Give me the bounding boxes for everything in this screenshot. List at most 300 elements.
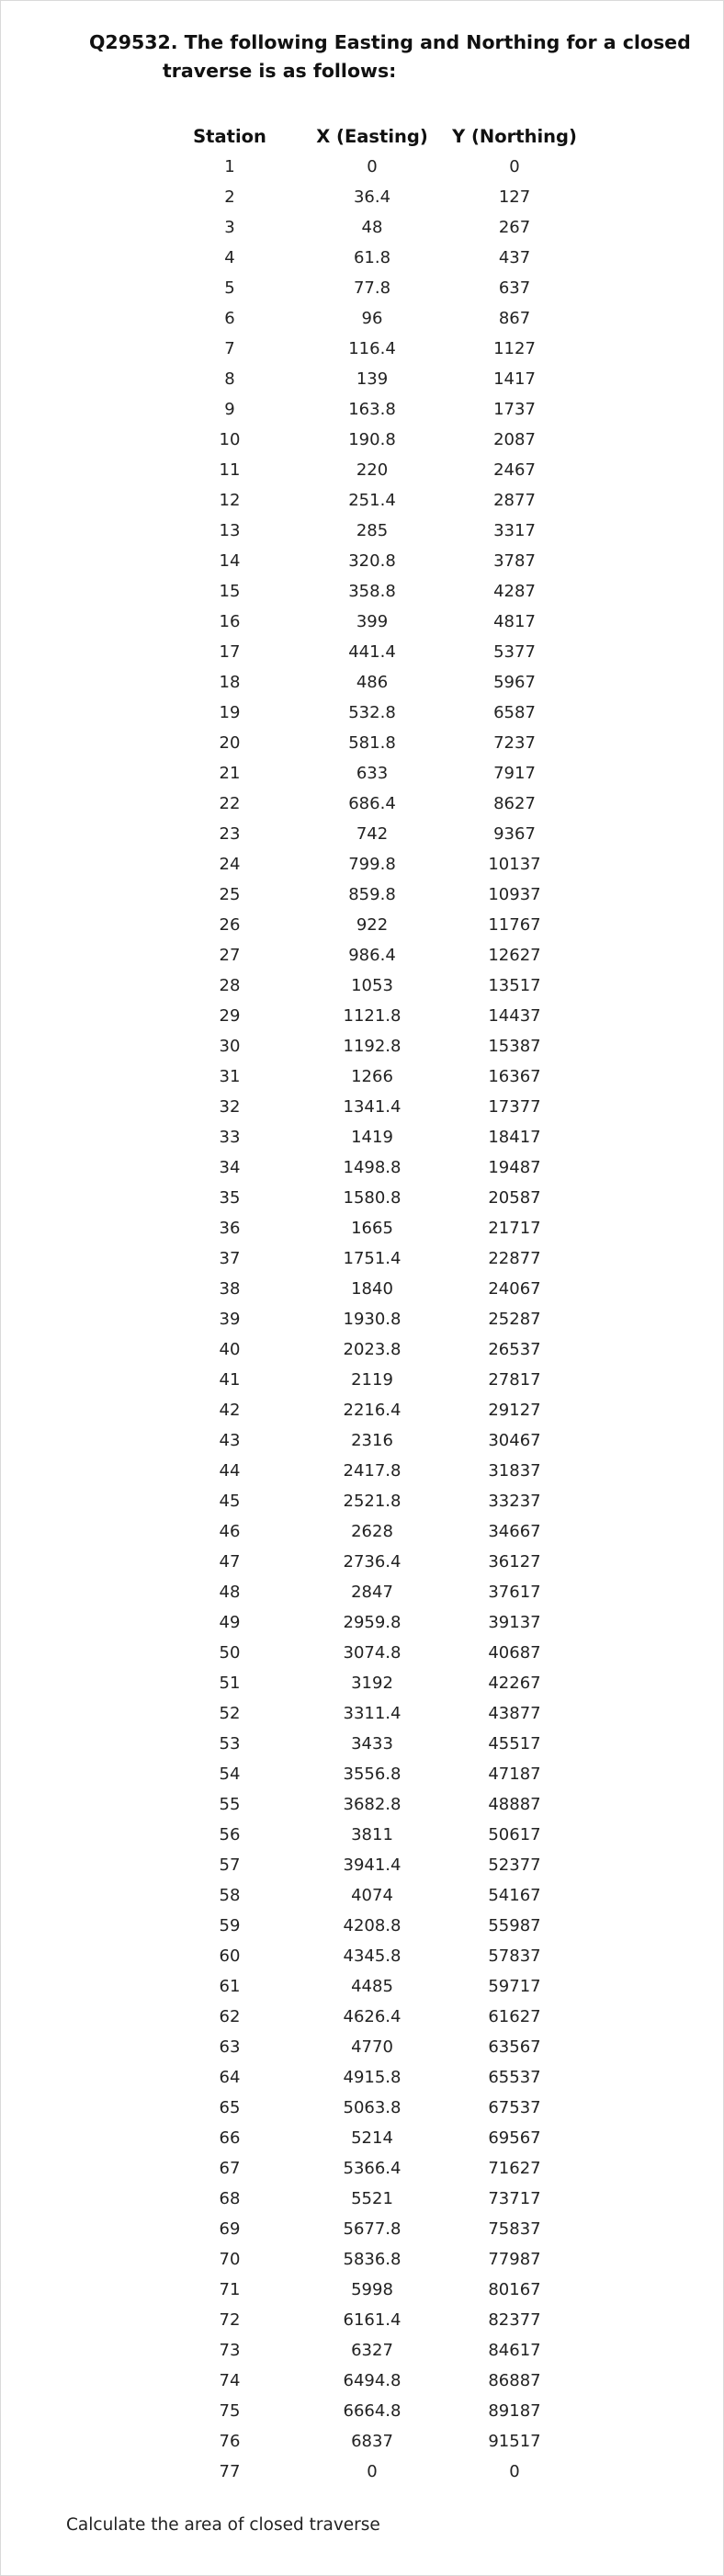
table-row <box>156 637 588 667</box>
northing-cell: 48887 <box>488 1795 541 1814</box>
station-cell: 45 <box>219 1492 241 1511</box>
easting-cell: 1840 <box>351 1279 393 1299</box>
northing-cell: 14437 <box>488 1006 541 1026</box>
easting-cell: 2736.4 <box>343 1552 402 1572</box>
northing-cell: 73717 <box>488 2189 541 2208</box>
easting-cell: 1419 <box>351 1128 393 1147</box>
northing-cell: 18417 <box>488 1128 541 1147</box>
table-row <box>156 425 588 455</box>
northing-cell: 11767 <box>488 915 541 935</box>
table-row <box>156 152 588 182</box>
station-cell: 28 <box>219 976 241 995</box>
station-cell: 42 <box>219 1401 241 1420</box>
northing-cell: 86887 <box>488 2371 541 2390</box>
northing-cell: 50617 <box>488 1825 541 1844</box>
table-row <box>156 273 588 303</box>
table-row <box>156 910 588 940</box>
station-cell: 6 <box>224 309 235 328</box>
header-station: Station <box>193 125 266 147</box>
table-row <box>156 2153 588 2184</box>
northing-cell: 7917 <box>493 764 536 783</box>
easting-cell: 4485 <box>351 1977 393 1996</box>
table-row <box>156 1031 588 1061</box>
northing-cell: 2087 <box>493 430 536 449</box>
table-header-row <box>156 120 588 152</box>
header-northing: Y (Northing) <box>452 125 577 147</box>
northing-cell: 61627 <box>488 2007 541 2026</box>
northing-cell: 26537 <box>488 1340 541 1359</box>
northing-cell: 24067 <box>488 1279 541 1299</box>
table-row <box>156 1061 588 1092</box>
station-cell: 21 <box>219 764 241 783</box>
table-row <box>156 1668 588 1698</box>
northing-cell: 9367 <box>493 824 536 844</box>
station-cell: 38 <box>219 1279 241 1299</box>
easting-cell: 251.4 <box>348 491 396 510</box>
table-row <box>156 394 588 425</box>
easting-cell: 1751.4 <box>343 1249 402 1268</box>
easting-cell: 139 <box>356 369 389 389</box>
station-cell: 47 <box>219 1552 241 1572</box>
station-cell: 44 <box>219 1461 241 1481</box>
easting-cell: 2628 <box>351 1522 393 1541</box>
station-cell: 40 <box>219 1340 241 1359</box>
station-cell: 57 <box>219 1855 241 1875</box>
station-cell: 5 <box>224 278 235 298</box>
easting-cell: 742 <box>356 824 389 844</box>
northing-cell: 19487 <box>488 1158 541 1177</box>
table-row <box>156 667 588 698</box>
northing-cell: 8627 <box>493 794 536 813</box>
table-row <box>156 2426 588 2457</box>
northing-cell: 57837 <box>488 1946 541 1966</box>
easting-cell: 532.8 <box>348 703 396 722</box>
station-cell: 22 <box>219 794 241 813</box>
station-cell: 15 <box>219 582 241 601</box>
northing-cell: 42267 <box>488 1674 541 1693</box>
station-cell: 77 <box>219 2462 241 2481</box>
northing-cell: 2467 <box>493 460 536 480</box>
northing-cell: 4287 <box>493 582 536 601</box>
easting-cell: 358.8 <box>348 582 396 601</box>
table-row <box>156 1971 588 2002</box>
station-cell: 52 <box>219 1704 241 1723</box>
easting-cell: 2959.8 <box>343 1613 402 1632</box>
station-cell: 72 <box>219 2310 241 2330</box>
easting-cell: 3311.4 <box>343 1704 402 1723</box>
easting-cell: 986.4 <box>348 946 396 965</box>
northing-cell: 54167 <box>488 1886 541 1905</box>
table-row <box>156 1729 588 1759</box>
northing-cell: 3787 <box>493 551 536 571</box>
station-cell: 50 <box>219 1643 241 1662</box>
table-row <box>156 182 588 212</box>
station-cell: 31 <box>219 1067 241 1086</box>
station-cell: 55 <box>219 1795 241 1814</box>
easting-cell: 5998 <box>351 2280 393 2299</box>
table-row <box>156 1698 588 1729</box>
station-cell: 32 <box>219 1097 241 1117</box>
northing-cell: 71627 <box>488 2159 541 2178</box>
northing-cell: 30467 <box>488 1431 541 1450</box>
table-row <box>156 1911 588 1941</box>
northing-cell: 69567 <box>488 2128 541 2148</box>
station-cell: 56 <box>219 1825 241 1844</box>
northing-cell: 82377 <box>488 2310 541 2330</box>
station-cell: 63 <box>219 2037 241 2057</box>
station-cell: 59 <box>219 1916 241 1935</box>
easting-cell: 320.8 <box>348 551 396 571</box>
station-cell: 64 <box>219 2068 241 2087</box>
table-row <box>156 1152 588 1183</box>
station-cell: 62 <box>219 2007 241 2026</box>
easting-cell: 6664.8 <box>343 2401 402 2421</box>
northing-cell: 127 <box>498 187 531 207</box>
easting-cell: 4626.4 <box>343 2007 402 2026</box>
easting-cell: 2316 <box>351 1431 393 1450</box>
table-row <box>156 728 588 758</box>
easting-cell: 1341.4 <box>343 1097 402 1117</box>
easting-cell: 2417.8 <box>343 1461 402 1481</box>
table-row <box>156 2062 588 2093</box>
easting-cell: 3941.4 <box>343 1855 402 1875</box>
table-row <box>156 243 588 273</box>
table-row <box>156 1789 588 1820</box>
northing-cell: 17377 <box>488 1097 541 1117</box>
table-row <box>156 758 588 789</box>
easting-cell: 1266 <box>351 1067 393 1086</box>
northing-cell: 31837 <box>488 1461 541 1481</box>
table-row <box>156 2002 588 2032</box>
station-cell: 54 <box>219 1765 241 1784</box>
table-row <box>156 576 588 607</box>
station-cell: 20 <box>219 733 241 753</box>
easting-cell: 3556.8 <box>343 1765 402 1784</box>
table-row <box>156 1122 588 1152</box>
easting-cell: 859.8 <box>348 885 396 904</box>
question-line-1: Q29532. The following Easting and Northing for a closed <box>89 31 691 53</box>
northing-cell: 3317 <box>493 521 536 540</box>
northing-cell: 6587 <box>493 703 536 722</box>
station-cell: 18 <box>219 673 241 692</box>
station-cell: 4 <box>224 248 235 267</box>
station-cell: 19 <box>219 703 241 722</box>
easting-cell: 686.4 <box>348 794 396 813</box>
easting-cell: 116.4 <box>348 339 396 358</box>
northing-cell: 867 <box>498 309 531 328</box>
table-row <box>156 1547 588 1577</box>
table-row <box>156 2335 588 2366</box>
traverse-table <box>156 120 588 2487</box>
northing-cell: 77987 <box>488 2250 541 2269</box>
northing-cell: 45517 <box>488 1734 541 1753</box>
table-row <box>156 698 588 728</box>
table-row <box>156 2396 588 2426</box>
station-cell: 34 <box>219 1158 241 1177</box>
easting-cell: 6494.8 <box>343 2371 402 2390</box>
northing-cell: 65537 <box>488 2068 541 2087</box>
easting-cell: 285 <box>356 521 389 540</box>
easting-cell: 61.8 <box>353 248 391 267</box>
northing-cell: 55987 <box>488 1916 541 1935</box>
easting-cell: 96 <box>361 309 383 328</box>
station-cell: 35 <box>219 1188 241 1208</box>
easting-cell: 1580.8 <box>343 1188 402 1208</box>
station-cell: 60 <box>219 1946 241 1966</box>
northing-cell: 39137 <box>488 1613 541 1632</box>
table-row <box>156 485 588 516</box>
station-cell: 25 <box>219 885 241 904</box>
table-row <box>156 212 588 243</box>
northing-cell: 47187 <box>488 1765 541 1784</box>
easting-cell: 0 <box>367 157 378 176</box>
station-cell: 58 <box>219 1886 241 1905</box>
easting-cell: 4915.8 <box>343 2068 402 2087</box>
station-cell: 43 <box>219 1431 241 1450</box>
table-row <box>156 2275 588 2305</box>
northing-cell: 1127 <box>493 339 536 358</box>
table-row <box>156 2123 588 2153</box>
table-row <box>156 607 588 637</box>
northing-cell: 21717 <box>488 1219 541 1238</box>
question-text <box>89 28 691 85</box>
northing-cell: 16367 <box>488 1067 541 1086</box>
station-cell: 67 <box>219 2159 241 2178</box>
easting-cell: 2023.8 <box>343 1340 402 1359</box>
table-row <box>156 1456 588 1486</box>
northing-cell: 637 <box>498 278 531 298</box>
station-cell: 13 <box>219 521 241 540</box>
station-cell: 8 <box>224 369 235 389</box>
northing-cell: 20587 <box>488 1188 541 1208</box>
table-row <box>156 1001 588 1031</box>
station-cell: 49 <box>219 1613 241 1632</box>
easting-cell: 3192 <box>351 1674 393 1693</box>
easting-cell: 486 <box>356 673 389 692</box>
instruction-text: Calculate the area of closed traverse <box>66 2515 380 2535</box>
station-cell: 37 <box>219 1249 241 1268</box>
easting-cell: 1930.8 <box>343 1310 402 1329</box>
easting-cell: 399 <box>356 612 389 631</box>
northing-cell: 1737 <box>493 400 536 419</box>
station-cell: 30 <box>219 1037 241 1056</box>
station-cell: 26 <box>219 915 241 935</box>
station-cell: 3 <box>224 218 235 237</box>
easting-cell: 441.4 <box>348 642 396 662</box>
northing-cell: 22877 <box>488 1249 541 1268</box>
table-row <box>156 2244 588 2275</box>
northing-cell: 10137 <box>488 855 541 874</box>
table-row <box>156 1365 588 1395</box>
easting-cell: 77.8 <box>353 278 391 298</box>
table-row <box>156 1304 588 1334</box>
northing-cell: 43877 <box>488 1704 541 1723</box>
table-row <box>156 1880 588 1911</box>
easting-cell: 1053 <box>351 976 393 995</box>
easting-cell: 3433 <box>351 1734 393 1753</box>
easting-cell: 3074.8 <box>343 1643 402 1662</box>
table-row <box>156 879 588 910</box>
station-cell: 68 <box>219 2189 241 2208</box>
station-cell: 48 <box>219 1583 241 1602</box>
station-cell: 51 <box>219 1674 241 1693</box>
northing-cell: 40687 <box>488 1643 541 1662</box>
northing-cell: 59717 <box>488 1977 541 1996</box>
northing-cell: 0 <box>509 157 520 176</box>
northing-cell: 267 <box>498 218 531 237</box>
question-line-2: traverse is as follows: <box>163 60 397 82</box>
table-row <box>156 1850 588 1880</box>
station-cell: 65 <box>219 2098 241 2117</box>
northing-cell: 63567 <box>488 2037 541 2057</box>
northing-cell: 2877 <box>493 491 536 510</box>
table-row <box>156 1516 588 1547</box>
station-cell: 53 <box>219 1734 241 1753</box>
table-row <box>156 1213 588 1243</box>
station-cell: 14 <box>219 551 241 571</box>
table-row <box>156 940 588 970</box>
table-row <box>156 1486 588 1516</box>
table-row <box>156 1092 588 1122</box>
easting-cell: 2119 <box>351 1370 393 1390</box>
easting-cell: 1498.8 <box>343 1158 402 1177</box>
northing-cell: 5377 <box>493 642 536 662</box>
northing-cell: 29127 <box>488 1401 541 1420</box>
station-cell: 69 <box>219 2219 241 2239</box>
table-row <box>156 2457 588 2487</box>
easting-cell: 3682.8 <box>343 1795 402 1814</box>
easting-cell: 2216.4 <box>343 1401 402 1420</box>
station-cell: 10 <box>219 430 241 449</box>
easting-cell: 5063.8 <box>343 2098 402 2117</box>
northing-cell: 34667 <box>488 1522 541 1541</box>
table-row <box>156 455 588 485</box>
table-row <box>156 334 588 364</box>
station-cell: 9 <box>224 400 235 419</box>
northing-cell: 89187 <box>488 2401 541 2421</box>
northing-cell: 91517 <box>488 2432 541 2451</box>
table-row <box>156 1577 588 1607</box>
table-row <box>156 819 588 849</box>
easting-cell: 6327 <box>351 2341 393 2360</box>
station-cell: 61 <box>219 1977 241 1996</box>
northing-cell: 4817 <box>493 612 536 631</box>
table-row <box>156 789 588 819</box>
northing-cell: 15387 <box>488 1037 541 1056</box>
station-cell: 39 <box>219 1310 241 1329</box>
station-cell: 2 <box>224 187 235 207</box>
northing-cell: 7237 <box>493 733 536 753</box>
easting-cell: 4208.8 <box>343 1916 402 1935</box>
station-cell: 75 <box>219 2401 241 2421</box>
northing-cell: 36127 <box>488 1552 541 1572</box>
station-cell: 24 <box>219 855 241 874</box>
easting-cell: 5366.4 <box>343 2159 402 2178</box>
easting-cell: 163.8 <box>348 400 396 419</box>
station-cell: 29 <box>219 1006 241 1026</box>
table-row <box>156 1820 588 1850</box>
station-cell: 27 <box>219 946 241 965</box>
easting-cell: 922 <box>356 915 389 935</box>
table-row <box>156 2366 588 2396</box>
table-row <box>156 1334 588 1365</box>
station-cell: 17 <box>219 642 241 662</box>
northing-cell: 52377 <box>488 1855 541 1875</box>
northing-cell: 12627 <box>488 946 541 965</box>
table-row <box>156 1425 588 1456</box>
northing-cell: 33237 <box>488 1492 541 1511</box>
station-cell: 74 <box>219 2371 241 2390</box>
easting-cell: 4345.8 <box>343 1946 402 1966</box>
table-row <box>156 2214 588 2244</box>
northing-cell: 1417 <box>493 369 536 389</box>
northing-cell: 27817 <box>488 1370 541 1390</box>
easting-cell: 1192.8 <box>343 1037 402 1056</box>
northing-cell: 37617 <box>488 1583 541 1602</box>
northing-cell: 5967 <box>493 673 536 692</box>
easting-cell: 5214 <box>351 2128 393 2148</box>
station-cell: 11 <box>219 460 241 480</box>
easting-cell: 633 <box>356 764 389 783</box>
table-body <box>156 152 588 2487</box>
easting-cell: 581.8 <box>348 733 396 753</box>
northing-cell: 25287 <box>488 1310 541 1329</box>
northing-cell: 13517 <box>488 976 541 995</box>
easting-cell: 4074 <box>351 1886 393 1905</box>
easting-cell: 6161.4 <box>343 2310 402 2330</box>
northing-cell: 67537 <box>488 2098 541 2117</box>
table-row <box>156 1274 588 1304</box>
station-cell: 36 <box>219 1219 241 1238</box>
northing-cell: 84617 <box>488 2341 541 2360</box>
easting-cell: 2521.8 <box>343 1492 402 1511</box>
station-cell: 23 <box>219 824 241 844</box>
station-cell: 46 <box>219 1522 241 1541</box>
table-row <box>156 970 588 1001</box>
easting-cell: 5836.8 <box>343 2250 402 2269</box>
northing-cell: 0 <box>509 2462 520 2481</box>
easting-cell: 6837 <box>351 2432 393 2451</box>
table-row <box>156 2032 588 2062</box>
table-row <box>156 2184 588 2214</box>
table-row <box>156 1759 588 1789</box>
table-row <box>156 1183 588 1213</box>
northing-cell: 80167 <box>488 2280 541 2299</box>
easting-cell: 220 <box>356 460 389 480</box>
table-row <box>156 2305 588 2335</box>
easting-cell: 4770 <box>351 2037 393 2057</box>
station-cell: 71 <box>219 2280 241 2299</box>
station-cell: 70 <box>219 2250 241 2269</box>
northing-cell: 75837 <box>488 2219 541 2239</box>
station-cell: 76 <box>219 2432 241 2451</box>
easting-cell: 1121.8 <box>343 1006 402 1026</box>
northing-cell: 437 <box>498 248 531 267</box>
easting-cell: 2847 <box>351 1583 393 1602</box>
table-row <box>156 849 588 879</box>
easting-cell: 3811 <box>351 1825 393 1844</box>
station-cell: 16 <box>219 612 241 631</box>
easting-cell: 48 <box>361 218 383 237</box>
station-cell: 66 <box>219 2128 241 2148</box>
table-row <box>156 2093 588 2123</box>
table-row <box>156 1941 588 1971</box>
easting-cell: 5677.8 <box>343 2219 402 2239</box>
table-row <box>156 1607 588 1638</box>
easting-cell: 190.8 <box>348 430 396 449</box>
table-row <box>156 516 588 546</box>
table-row <box>156 1638 588 1668</box>
